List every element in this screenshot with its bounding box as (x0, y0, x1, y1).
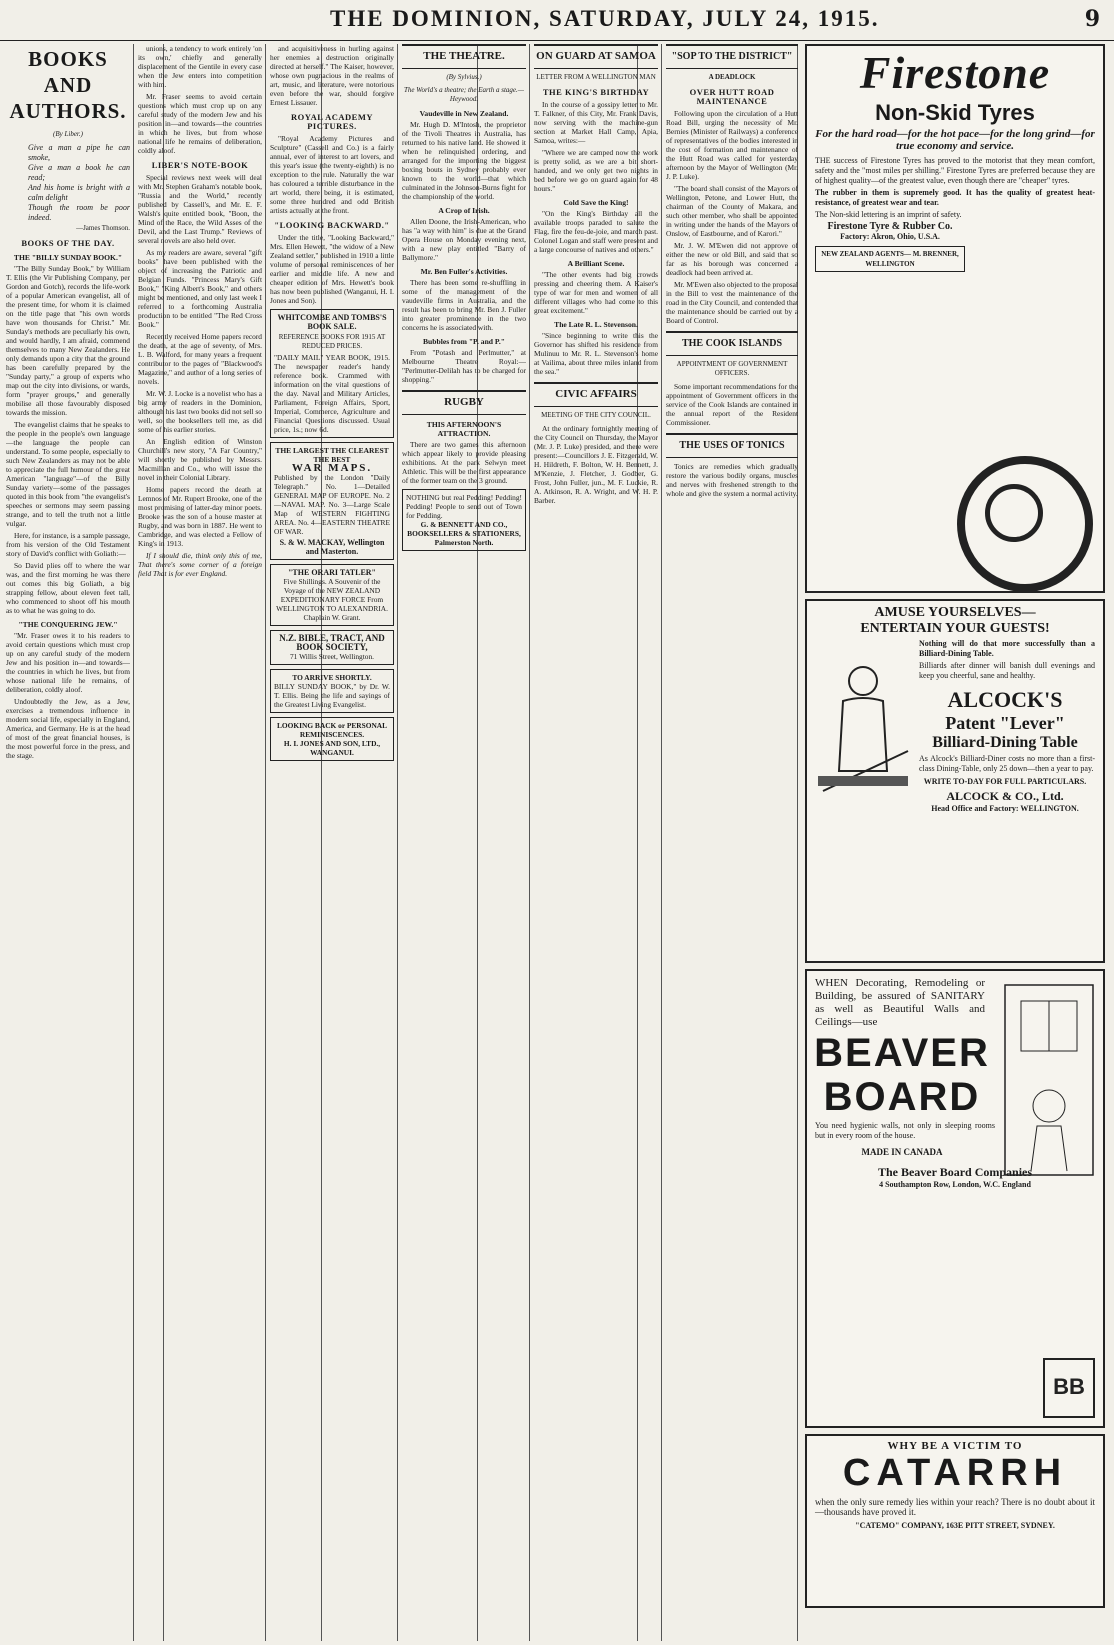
company-address: "CATEMO" COMPANY, 163E PITT STREET, SYDNEY. (855, 1521, 1055, 1530)
subheading: The Late R. L. Stevenson. (554, 320, 638, 329)
paragraph: "On the King's Birthday all the available troops paraded to salute the Flag, fire the feu-de-joie, and march past. Colonel Logan and staff were present and a large concourse of natives and others." (534, 209, 658, 254)
ad-war-maps (270, 442, 394, 560)
column-theatre (402, 44, 526, 1645)
company-address: Factory: Akron, Ohio, U.S.A. (840, 232, 940, 241)
epigraph: The World's a theatre; the Earth a stage.—Heywood. (404, 86, 524, 103)
company-name: The Beaver Board Companies (877, 1165, 1033, 1179)
paragraph: So David plies off to where the war was, and the first morning he was there out comes this big Goliath, a big strapping fellow, about eleven feet tall, who commenced to shoot off his mouth as to what he was going to do. (6, 561, 130, 615)
agents-box: NEW ZEALAND AGENTS— M. BRENNER, WELLINGTON (815, 246, 965, 272)
ad-headline: N.Z. BIBLE, TRACT, AND BOOK SOCIETY, (279, 633, 385, 652)
paragraph: "The Billy Sunday Book," by William T. Ellis (the Vir Publishing Company, per Gordon and Gotch), records the life-work of a popular American evangelist, all of the present time, for whom it is claimed on the title page that "his own words have won thousands for Christ." Mr. Sunday's methods are peculiarly his own, and would hardly, I am afraid, commend themselves to many New Zealanders. He only demands upon a city that the ground has been carefully prepared by the "Sunday party," a group of experts who map out the city into divisions, or wards, form "prayer groups," and generally mobilise all those favourably disposed towards the mission. (6, 264, 130, 417)
ad-text: NOTHING but real Pedding! Pedding! Pedding! People to send out of Town for Pedding. (406, 493, 522, 520)
newspaper-title: THE DOMINION, SATURDAY, JULY 24, 1915. (330, 6, 880, 31)
page-number: 9 (1084, 6, 1100, 32)
subheading: Vaudeville in New Zealand. (419, 109, 509, 118)
beaver-logo-icon (1043, 1358, 1095, 1418)
ad-text: You need hygienic walls, not only in sleeping rooms but in every room of the house. (815, 1121, 995, 1140)
column-rule (397, 44, 398, 1641)
section-banner (666, 331, 798, 356)
firestone-subtitle: Non-Skid Tyres (875, 100, 1035, 125)
ad-origin: MADE IN CANADA (861, 1147, 943, 1157)
subheading: THE "BILLY SUNDAY BOOK." (13, 253, 123, 262)
interior-illustration-icon (1001, 981, 1097, 1181)
ad-text: "DAILY MAIL" YEAR BOOK, 1915. The newspaper reader's handy reference book. Crammed with information on the vital questions of the day. Naval and Military Articles, Parliament, Foreign Affairs, Sport, Imperial, Commerce, Agriculture and Financial Questions discussed. Usual price, 1s.; now 6d. (274, 353, 390, 434)
section-headline-rugby: RUGBY (444, 396, 484, 408)
paragraph: "The other events had big crowds pressing and cheering them. A Kaiser's type of war for men and women of all different villages who had come to this great excitement." (534, 270, 658, 315)
paragraph: and acquisitiveness in hurling against her enemies a destruction originally directed at herself." The Kaiser, however, whose own pugnacious in the realms of art, music, and literature, were notorious even before the war, should forgive Ernest Lissauer. (270, 44, 394, 107)
paragraph: An English edition of Winston Churchill's new story, "A Far Country," will shortly be published by Messrs. Macmillan and Co., who will issue the novel in their Colonial Library. (138, 437, 262, 482)
paragraph: There are two games this afternoon which appear likely to provide pleasing exhibitions. At the park Selwyn meet Athletic. This will be the first appearance of the former team on the 3 ground. (402, 440, 526, 485)
subheading: A Brilliant Scene. (567, 259, 625, 268)
ad-whitcombe-tombs (270, 309, 394, 438)
ad-looking-back (270, 717, 394, 761)
paragraph: Tonics are remedies which gradually restore the various bodily organs, muscles and nerves with freshened strength to the whole and give the system a normal activity. (666, 462, 798, 498)
billiard-player-illustration-icon (813, 651, 913, 801)
ad-signature: G. & BENNETT AND CO., BOOKSELLERS & STATIONERS, Palmerston North. (407, 520, 521, 547)
section-headline-cook-islands: THE COOK ISLANDS (681, 338, 783, 349)
column-reviews-ads (270, 44, 394, 1645)
section-headline-theatre: THE THEATRE. (423, 50, 505, 62)
column-books-authors (6, 44, 130, 1645)
column-liber-notebook (138, 44, 262, 1645)
paragraph: Mr. Hugh D. M'Intosh, the proprietor of the Tivoli Theatres in Australia, has returned to his native land. He showed it when he relinquished ordering, and arranged for the importing the biggest boxing bouts in Sydney probably ever known to the world—that which culminated in the Johnson-Burns fight for the championship of the world. (402, 120, 526, 201)
ad-headline: LOOKING BACK or PERSONAL REMINISCENCES. (276, 721, 388, 739)
column-samoa (534, 44, 658, 1645)
subheadline: APPOINTMENT OF GOVERNMENT OFFICERS. (676, 360, 788, 377)
subheading: THIS AFTERNOON'S ATTRACTION. (426, 420, 502, 438)
section-headline-sop: "SOP TO THE DISTRICT" (671, 51, 793, 62)
tyre-hub-icon (985, 484, 1043, 542)
column-rule (265, 44, 266, 1641)
paragraph: "Since beginning to write this the Governor has shifted his residence from Mulinuu to Mr. R. L. Stevenson's home at Vailima, about three miles inland from the sea." (534, 331, 658, 376)
ad-headline: "THE ORARI TATLER" (287, 568, 376, 577)
section-banner (666, 433, 798, 458)
section-headline-books-authors: BOOKS AND AUTHORS. (9, 47, 127, 123)
company-name: Firestone Tyre & Rubber Co. (827, 221, 953, 232)
ad-headline: WHY BE A VICTIM TO (887, 1440, 1023, 1452)
ad-text: Published by the London "Daily Telegraph." No. 1—Detailed GENERAL MAP OF EUROPE. No. 2—NAVAL MAP. No. 3—Large Scale Map of WESTERN FIGHTING AREA. No. 4—EASTERN THEATRE OF WAR. (274, 473, 390, 536)
beaver-brand: BEAVER (814, 1031, 990, 1075)
ad-alcock-billiards (805, 599, 1105, 963)
firestone-tagline: For the hard road—for the hot pace—for the long grind—for true economy and service. (815, 128, 1095, 152)
subheadline: A DEADLOCK (708, 73, 756, 81)
ad-text: As Alcock's Billiard-Diner costs no more than a first-class Dining-Table, only 25 down—then a year to pay. (919, 754, 1095, 773)
column-rule (661, 44, 662, 1641)
ad-beaver-board (805, 969, 1105, 1428)
subheadline: LETTER FROM A WELLINGTON MAN (536, 73, 656, 81)
poem-line: Give a man a book he can read; (28, 163, 130, 182)
masthead (0, 0, 1114, 41)
paragraph: Home papers record the death at Lemnos of Mr. Rupert Brooke, one of the most promising of latter-day minor poets. Brooke was the son of a house master at Rugby, and was born in 1887. He went to Cambridge, and was elected a Fellow of King's in 1913. (138, 485, 262, 548)
paragraph: Undoubtedly the Jew, as a Jew, exercises a tremendous influence in modern social life, especially in England, America, and Germany. He is at the head of most of the great financial houses, is the most powerful force in the press, and the stage. (6, 697, 130, 760)
subheading: A Crop of Irish. (438, 206, 490, 215)
ad-text: The rubber in them is supremely good. It has the quality of greatest heat-resistance, of greatest wear and tear. (815, 188, 1095, 207)
column-rule (133, 44, 134, 1641)
alcock-product: Billiard-Dining Table (932, 734, 1078, 751)
ad-headline: THE LARGEST THE CLEAREST THE BEST (275, 446, 389, 464)
ad-headline: TO ARRIVE SHORTLY. (292, 673, 372, 682)
section-banner (534, 382, 658, 407)
paragraph: Special reviews next week will deal with Mr. Stephen Graham's notable book, "Russia and the World," recently published by Cassell's, and Mr. E. F. Walsh's quite entitled book, "Boon, the Mind of the Race, the Wild Asses of the Devil, and the Last Trump." Reviews of several novels are also held over. (138, 173, 262, 245)
alcock-brand: ALCOCK'S (947, 687, 1063, 712)
ad-text: The Non-skid lettering is an imprint of safety. (815, 210, 962, 219)
ad-billy-sunday-arrive (270, 669, 394, 713)
byline: (By Liber.) (53, 130, 83, 138)
firestone-company-block (815, 222, 965, 272)
paragraph: Mr. J. W. M'Ewen did not approve of either the new or old Bill, and said that so far as his borough was concerned a deadlock had been arrived at. (666, 241, 798, 277)
ad-text: WHEN Decorating, Remodeling or Building, be assured of SANITARY as well as Beautiful Walls and Ceilings—use (815, 977, 985, 1028)
ad-text: THE success of Firestone Tyres has proved to the motorist that they mean comfort, safety and the "most miles per shilling." Firestone Tyres are preferred because they are of highest quality—of the greatest value, even though there are "cheaper" tyres. (815, 156, 1095, 185)
ad-pedding (402, 489, 526, 551)
company-name: ALCOCK & CO., Ltd. (946, 789, 1064, 803)
subheadline: MEETING OF THE CITY COUNCIL. (541, 411, 651, 419)
paragraph: There has been some re-shuffling in some of the management of the vaudeville firms in Australia, and the result has been to bring Mr. Ben J. Fuller into greater prominence in the two concerns he is associated with. (402, 278, 526, 332)
subheading: "THE CONQUERING JEW." (18, 620, 118, 629)
paragraph: unions, a tendency to work entirely 'on its own,' chiefly and generally displacement of the Gentile in every case when the Jew enters into competition with him. (138, 44, 262, 89)
ad-orari-tatler (270, 564, 394, 626)
section-banner (402, 44, 526, 69)
paragraph: Mr. M'Ewen also objected to the proposal in the Bill to vest the maintenance of the road in the City Council, and contended that the maintenance should be carried out by a Board of Control. (666, 280, 798, 325)
alcock-patent: Patent "Lever" (945, 713, 1065, 733)
paragraph: Recently received Home papers record the death, at the age of seventy, of Mrs. L. B. Walford, for many years a frequent contributor to the pages of "Blackwood's Magazine," and author of a long series of novels. (138, 332, 262, 386)
poem-line: Give a man a pipe he can smoke, (28, 143, 130, 162)
paragraph: As my readers are aware, several "gift books" have been published with the object of increasing the Patriotic and Belgian Funds. "Princess Mary's Gift Book," "King Albert's Book," and others might be mentioned, and only last week I referred to a forthcoming Australia production to be entitled "The Red Cross Book." (138, 248, 262, 329)
firestone-logo: Firestone (859, 47, 1051, 98)
ad-subhead: REFERENCE BOOKS FOR 1915 AT REDUCED PRICES. (278, 333, 386, 350)
ad-text: Five Shillings. A Souvenir of the Voyage of the NEW ZEALAND EXPEDITIONARY FORCE From WELLINGTON TO ALEXANDRIA. Chaplain W. Grant. (276, 577, 388, 622)
svg-text:BB: BB (1053, 1374, 1085, 1399)
catarrh-brand: CATARRH (842, 1452, 1068, 1494)
ad-signature: S. & W. MACKAY, Wellington and Masterton. (279, 538, 385, 556)
poem-line: Though the room be poor indeed. (28, 203, 130, 222)
ad-subhead: WAR MAPS. (291, 462, 373, 474)
paragraph: Mr. W. J. Locke is a novelist who has a big army of readers in the Dominion, although his last two books did not sell so well, so the booksellers tell me, as did some of his earlier stories. (138, 389, 262, 434)
ad-text: Billiards after dinner will banish dull evenings and keep you cheerful, sane and healthy. (919, 661, 1095, 680)
byline: (By Sylvius.) (446, 73, 482, 81)
section-banner (402, 390, 526, 415)
subheading: Cold Save the King! (563, 198, 629, 207)
beaver-board-word: BOARD (823, 1075, 981, 1119)
poem-quote: If I should die, think only this of me, That there's some corner of a foreign field That is for ever England. (138, 551, 262, 578)
paragraph: "Where we are camped now the work is pretty solid, as we are a bit short-handed, and we only get two nights in bed before we go on guard again for 48 hours." (534, 148, 658, 193)
section-headline-tonics: THE USES OF TONICS (679, 440, 785, 451)
section-headline-samoa: ON GUARD AT SAMOA (536, 50, 656, 62)
section-headline-civic: CIVIC AFFAIRS (555, 388, 637, 400)
ad-firestone (805, 44, 1105, 593)
ad-cta: WRITE TO-DAY FOR FULL PARTICULARS. (923, 777, 1087, 786)
ad-catarrh (805, 1434, 1105, 1608)
ad-bible-society (270, 630, 394, 665)
ad-headline: WHITCOMBE AND TOMBS'S BOOK SALE. (277, 313, 387, 331)
company-address: 4 Southampton Row, London, W.C. England (879, 1180, 1031, 1189)
paragraph: The evangelist claims that he speaks to the people in the people's own language—the language the people can understand. To some people, especially to such New Zealanders as may not be able to appreciate the full humour of the great American "language"—of the Billy Sunday variety—some of the passages quoted in this book from "the evangelist's speeches or sermons may seem passing strange, and to tell the truth not a little vulgar. (6, 420, 130, 528)
ad-signature: H. I. JONES AND SON, LTD., WANGANUI. (283, 739, 381, 757)
section-heading: OVER HUTT ROAD MAINTENANCE (689, 87, 775, 106)
paragraph: Allen Doone, the Irish-American, who has "a way with him" is due at the Grand Opera House on Monday evening next, with a new play entitled "Barry of Ballymore." (402, 217, 526, 262)
paragraph: Under the title, "Looking Backward," Mrs. Ellen Hewett, "the widow of a New Zealand settler," published in 1910 a little volume of personal reminiscences of her earlier and middle life. A new and cheaper edition of Mrs. Hewett's book has now been published (Wanganui, H. I. Jones and Son). (270, 233, 394, 305)
ad-text: 71 Willis Street, Wellington. (289, 652, 375, 661)
paragraph: Here, for instance, is a sample passage, from his version of the Old Testament story of David's conflict with Goliath:— (6, 531, 130, 558)
ad-headline: ENTERTAIN YOUR GUESTS! (860, 621, 1050, 636)
paragraph: "Mr. Fraser owes it to his readers to avoid certain questions which must crop up on any careful study of the modern Jew and his position in—and towards—the countries in which he lives, but from whose national life he remains, of deliberation, coldly aloof. (6, 631, 130, 694)
poem-line: And his home is bright with a calm delight (28, 183, 130, 202)
section-heading: THE KING'S BIRTHDAY (542, 87, 650, 97)
ad-text: Nothing will do that more successfully than a Billiard-Dining Table. (919, 639, 1095, 658)
section-banner (534, 44, 658, 69)
paragraph: At the ordinary fortnightly meeting of the City Council on Thursday, the Mayor (Mr. J. P. Luke) presided, and there were present:—Councillors J. E. Fitzgerald, W. H. Hildreth, F. Bolton, W. H. Bennett, J. M'Kenzie, J. Fletcher, J. Godber, G. Frost, John Fuller, jun., M. F. Luckie, R. A. Atkinson, R. A. Wright, and W. H. P. Barber. (534, 424, 658, 505)
ad-headline: AMUSE YOURSELVES— (874, 605, 1036, 620)
section-heading: LIBER'S NOTE-BOOK (151, 160, 249, 170)
section-banner (666, 44, 798, 69)
paragraph: Mr. Fraser seems to avoid certain questions which must crop up on any careful study of the modern Jew and his position in—and towards—the countries in which he lives, but from whose national life he remains of deliberation, coldly aloof. (138, 92, 262, 155)
subheading: Mr. Ben Fuller's Activities. (420, 267, 508, 276)
column-hutt-road (666, 44, 798, 1645)
epigraph-poem (28, 143, 130, 233)
paragraph: From "Potash and Perlmutter," at Melbourne Theatre Royal:— "Perlmutter-Delilah has to be charged for shopping." (402, 348, 526, 384)
paragraph: In the course of a gossipy letter to Mr. T. Falkner, of this City, Mr. Frank Davis, now serving with the machine-gun section at Market Hall Camp, Apia, Samoa, writes:— (534, 100, 658, 145)
ad-text: when the only sure remedy lies within your reach? There is no doubt about it—thousands have proved it. (815, 1497, 1095, 1517)
paragraph: "Royal Academy Pictures and Sculpture" (Cassell and Co.) is a fairly annual, ever of interest to art lovers, and this year's issue (the twenty-eighth) is no exception to the rule. Naturally the war has coloured a terrible disturbance in the art world, there being, it is estimated, some three hundred and odd British artists actually at the front. (270, 134, 394, 215)
paragraph: Following upon the circulation of a Hutt Road Bill, urging the necessity of Mr. Bernies (Minister of Railways) a conference of representatives of the bodies interested in the cost of formation and maintenance of the Hutt Road was called for yesterday afternoon by the Mayor of Wellington (Mr. J. P. Luke). (666, 109, 798, 181)
section-heading: BOOKS OF THE DAY. (21, 238, 115, 248)
section-heading: ROYAL ACADEMY PICTURES. (291, 112, 373, 131)
column-rule (529, 44, 530, 1641)
paragraph: Some important recommendations for the appointment of Government officers in the service of the Cook Islands are contained in the annual report of the Resident Commissioner. (666, 382, 798, 427)
poem-attribution: —James Thomson. (76, 224, 130, 232)
ad-text: BILLY SUNDAY BOOK," by Dr. W. T. Ellis. Being the life and sayings of the Greatest Living Evangelist. (274, 682, 390, 709)
advertisement-column (805, 44, 1105, 1645)
company-address: Head Office and Factory: WELLINGTON. (931, 804, 1079, 813)
section-heading: "LOOKING BACKWARD." (274, 220, 390, 230)
subheading: Bubbles from "P. and P." (422, 337, 505, 346)
paragraph: "The board shall consist of the Mayors of Wellington, Petone, and Lower Hutt, the chairman of the County of Makara, and such other member, who shall be appointed in writing under the hands of the Mayors of Onslow, of Eastbourne, and of Karori." (666, 184, 798, 238)
